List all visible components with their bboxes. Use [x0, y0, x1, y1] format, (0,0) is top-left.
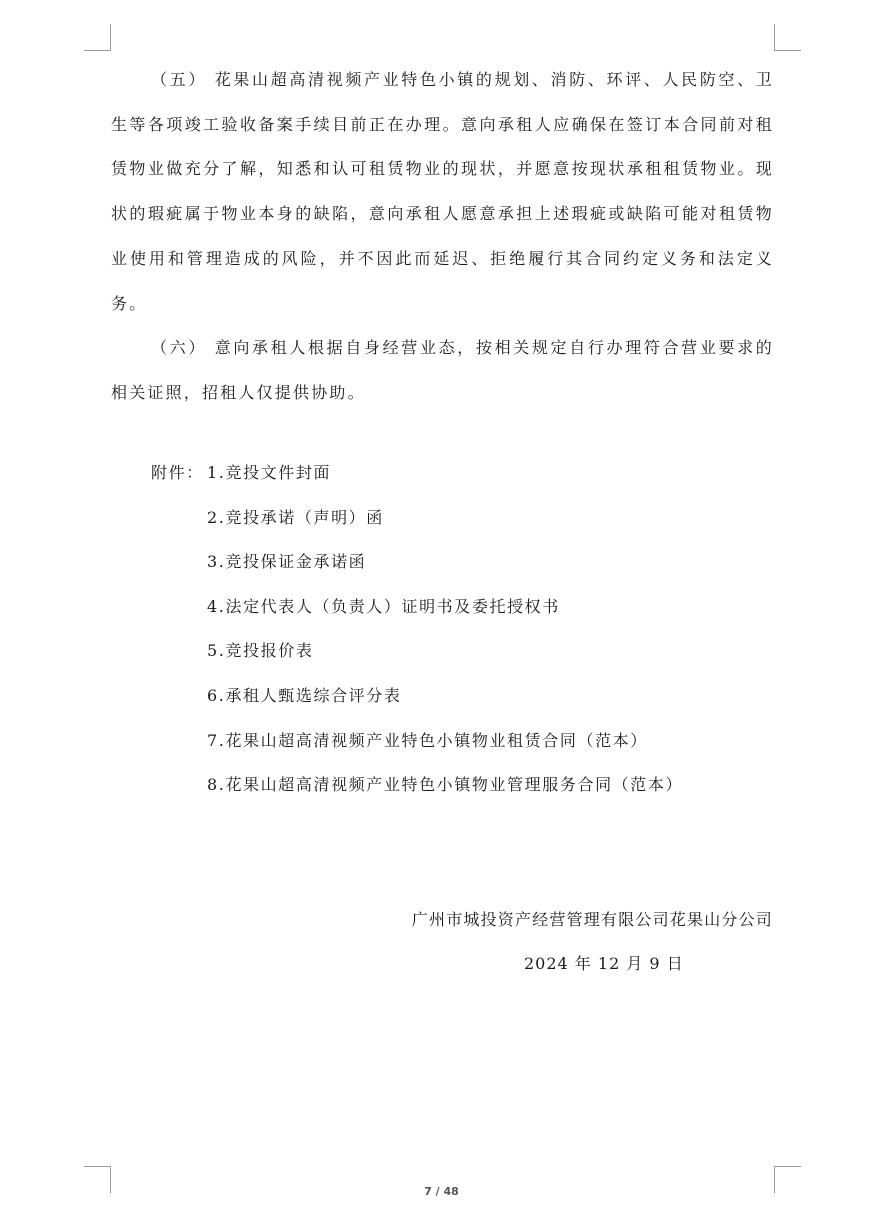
signature-company: 广州市城投资产经营管理有限公司花果山分公司 [411, 910, 773, 929]
attachment-label: 附件： [151, 463, 204, 482]
crop-mark-top-right [774, 24, 801, 51]
crop-mark-top-left [84, 24, 111, 51]
attachment-item: 5.竞投报价表 [207, 641, 314, 661]
paragraph-five: （五） 花果山超高清视频产业特色小镇的规划、消防、环评、人民防空、卫生等各项竣工验收备案手续目前正在办理。意向承租人应确保在签订本合同前对租赁物业做充分了解，知悉和认可租赁物业的现状，并愿意按现状承租租赁物业。现状的瑕疵属于物业本身的缺陷，意向承租人愿意承担上述瑕疵或缺陷可能对租赁物业使用和管理造成的风险，并不因此而延迟、拒绝履行其合同约定义务和法定义务。 [111, 70, 774, 313]
document-body [111, 58, 774, 416]
signature-date: 2024 年 12 月 9 日 [524, 954, 684, 973]
attachment-list [151, 451, 683, 808]
attachment-item: 4.法定代表人（负责人）证明书及委托授权书 [207, 596, 560, 616]
attachment-item: 8.花果山超高清视频产业特色小镇物业管理服务合同（范本） [207, 775, 684, 795]
attachment-item: 3.竞投保证金承诺函 [207, 552, 367, 572]
attachment-item: 7.花果山超高清视频产业特色小镇物业租赁合同（范本） [207, 730, 648, 750]
paragraph-six: （六） 意向承租人根据自身经营业态，按相关规定自行办理符合营业要求的相关证照，招租人仅提供协助。 [111, 338, 774, 402]
attachment-item: 附件： 1.竞投文件封面 [151, 451, 683, 496]
page-number: 7 / 48 [424, 1185, 459, 1198]
attachment-item: 6.承租人甄选综合评分表 [207, 685, 402, 705]
attachment-item: 2.竞投承诺（声明）函 [207, 507, 384, 527]
